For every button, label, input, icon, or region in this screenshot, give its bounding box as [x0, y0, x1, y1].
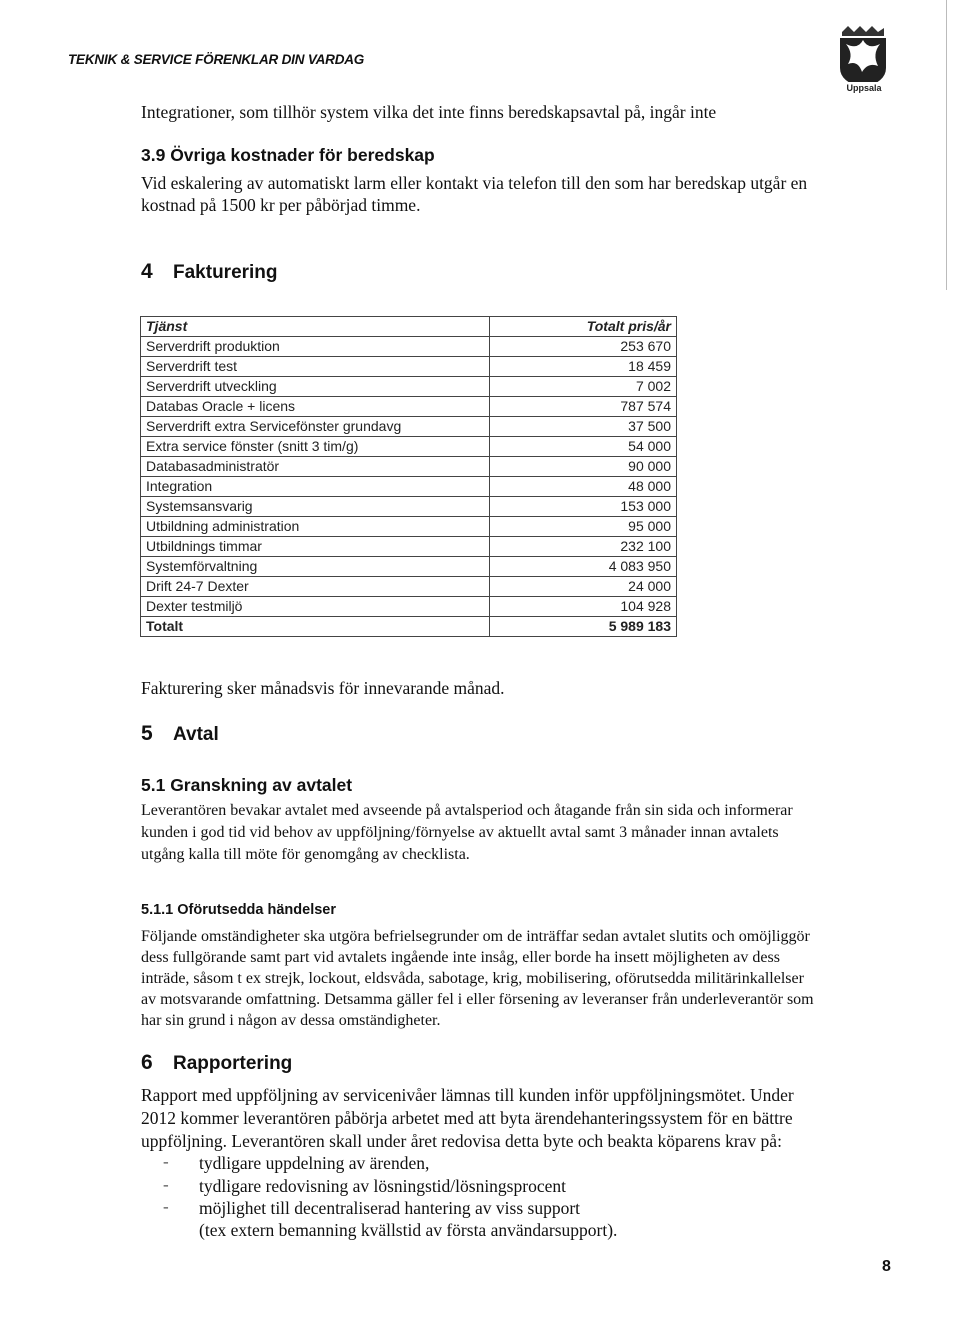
section-5-heading [141, 722, 219, 746]
service-price: 7 002 [490, 377, 677, 397]
section-6-line-3: uppföljning. Leverantören skall under året redovisa detta byte och beakta köparens krav på: [141, 1131, 782, 1151]
table-total-row [141, 617, 677, 637]
service-price: 95 000 [490, 517, 677, 537]
section-5-1-1-line-5: har sin grund i någon av dessa omständigheter. [141, 1012, 441, 1029]
table-row [141, 417, 677, 437]
bullet-continuation: (tex extern bemanning kvällstid av första användarsupport). [199, 1220, 618, 1240]
section-4-number: 4 [141, 260, 153, 283]
section-4-title: Fakturering [173, 262, 278, 283]
section-6-line-2: 2012 kommer leverantören påbörja arbetet med att byta ärendehanteringssystem för en bättre [141, 1108, 793, 1128]
service-name: Utbildnings timmar [141, 537, 490, 557]
page-edge-line [946, 0, 947, 290]
bullet-item: tydligare uppdelning av ärenden, [199, 1153, 430, 1173]
section-6-number: 6 [141, 1051, 153, 1074]
service-name: Integration [141, 477, 490, 497]
service-name: Serverdrift test [141, 357, 490, 377]
service-name: Dexter testmiljö [141, 597, 490, 617]
service-name: Systemsansvarig [141, 497, 490, 517]
service-name: Extra service fönster (snitt 3 tim/g) [141, 437, 490, 457]
table-row [141, 437, 677, 457]
section-5-title: Avtal [173, 724, 219, 745]
total-value: 5 989 183 [490, 617, 677, 637]
intro-line: Integrationer, som tillhör system vilka det inte finns beredskapsavtal på, ingår inte [141, 102, 717, 122]
service-price: 37 500 [490, 417, 677, 437]
section-6-title: Rapportering [173, 1053, 293, 1074]
service-price: 787 574 [490, 397, 677, 417]
service-name: Databasadministratör [141, 457, 490, 477]
service-name: Utbildning administration [141, 517, 490, 537]
service-price: 48 000 [490, 477, 677, 497]
billing-note: Fakturering sker månadsvis för innevarande månad. [141, 678, 505, 698]
billing-table [140, 316, 677, 637]
table-row [141, 337, 677, 357]
service-name: Drift 24-7 Dexter [141, 577, 490, 597]
section-6-heading [141, 1051, 292, 1075]
table-row [141, 357, 677, 377]
table-row [141, 457, 677, 477]
section-3-9-line-1: Vid eskalering av automatiskt larm eller kontakt via telefon till den som har beredskap utgår en [141, 173, 808, 193]
service-price: 18 459 [490, 357, 677, 377]
service-price: 24 000 [490, 577, 677, 597]
total-label: Totalt [141, 617, 490, 637]
bullet-item: tydligare redovisning av lösningstid/lösningsprocent [199, 1176, 566, 1196]
table-row [141, 597, 677, 617]
section-5-1-1-heading: 5.1.1 Oförutsedda händelser [141, 902, 337, 918]
service-name: Serverdrift utveckling [141, 377, 490, 397]
crest-icon [834, 24, 892, 94]
service-name: Databas Oracle + licens [141, 397, 490, 417]
section-5-1-1-line-1: Följande omständigheter ska utgöra befrielsegrunder om de inträffar sedan avtalet slutits och omöjliggör [141, 928, 810, 945]
table-row [141, 377, 677, 397]
section-6-line-1: Rapport med uppföljning av servicenivåer lämnas till kunden inför uppföljningsmötet. Under [141, 1085, 794, 1105]
service-price: 90 000 [490, 457, 677, 477]
table-row [141, 577, 677, 597]
table-row [141, 537, 677, 557]
service-price: 153 000 [490, 497, 677, 517]
service-price: 104 928 [490, 597, 677, 617]
section-5-1-line-1: Leverantören bevakar avtalet med avseende på avtalsperiod och åtagande från sin sida och informerar [141, 802, 793, 819]
service-price: 232 100 [490, 537, 677, 557]
table-row [141, 397, 677, 417]
bullet-mark: - [163, 1175, 169, 1194]
header-price: Totalt pris/år [490, 317, 677, 337]
section-5-1-1-line-3: inträde, såsom t ex strejk, lockout, eldsvåda, sabotage, krig, mobilisering, oförutsedda militärinkallelser [141, 970, 804, 987]
service-name: Systemförvaltning [141, 557, 490, 577]
table-row [141, 557, 677, 577]
uppsala-logo [834, 24, 892, 94]
section-3-9-line-2: kostnad på 1500 kr per påbörjad timme. [141, 195, 421, 215]
service-price: 253 670 [490, 337, 677, 357]
header-title: TEKNIK & SERVICE FÖRENKLAR DIN VARDAG [68, 52, 365, 67]
service-price: 4 083 950 [490, 557, 677, 577]
bullet-item: möjlighet till decentraliserad hantering av viss support [199, 1198, 581, 1218]
section-5-1-line-2: kunden i god tid vid behov av uppföljning/förnyelse av aktuellt avtal samt 3 månader innan avtalets [141, 824, 779, 841]
section-5-number: 5 [141, 722, 153, 745]
section-3-9-heading: 3.9 Övriga kostnader för beredskap [141, 145, 435, 165]
service-name: Serverdrift produktion [141, 337, 490, 357]
logo-text: Uppsala [846, 83, 882, 93]
section-4-heading [141, 260, 278, 284]
page-number: 8 [882, 1258, 891, 1275]
table-row [141, 477, 677, 497]
service-price: 54 000 [490, 437, 677, 457]
bullet-mark: - [163, 1152, 169, 1171]
section-5-1-1-line-4: av motsvarande omfattning. Detsamma gäller fel i eller försening av leveranser från underleverantör som [141, 991, 814, 1008]
bullet-mark: - [163, 1197, 169, 1216]
table-row [141, 517, 677, 537]
section-5-1-line-3: utgång kalla till möte för genomgång av checklista. [141, 846, 470, 863]
table-header-row [141, 317, 677, 337]
header-service: Tjänst [141, 317, 490, 337]
section-5-1-1-line-2: dess fullgörande samt part vid avtalets ingående inte insåg, eller borde ha insett möjligheten av dess [141, 949, 780, 966]
table-row [141, 497, 677, 517]
service-name: Serverdrift extra Servicefönster grundavg [141, 417, 490, 437]
section-5-1-heading: 5.1 Granskning av avtalet [141, 775, 353, 795]
